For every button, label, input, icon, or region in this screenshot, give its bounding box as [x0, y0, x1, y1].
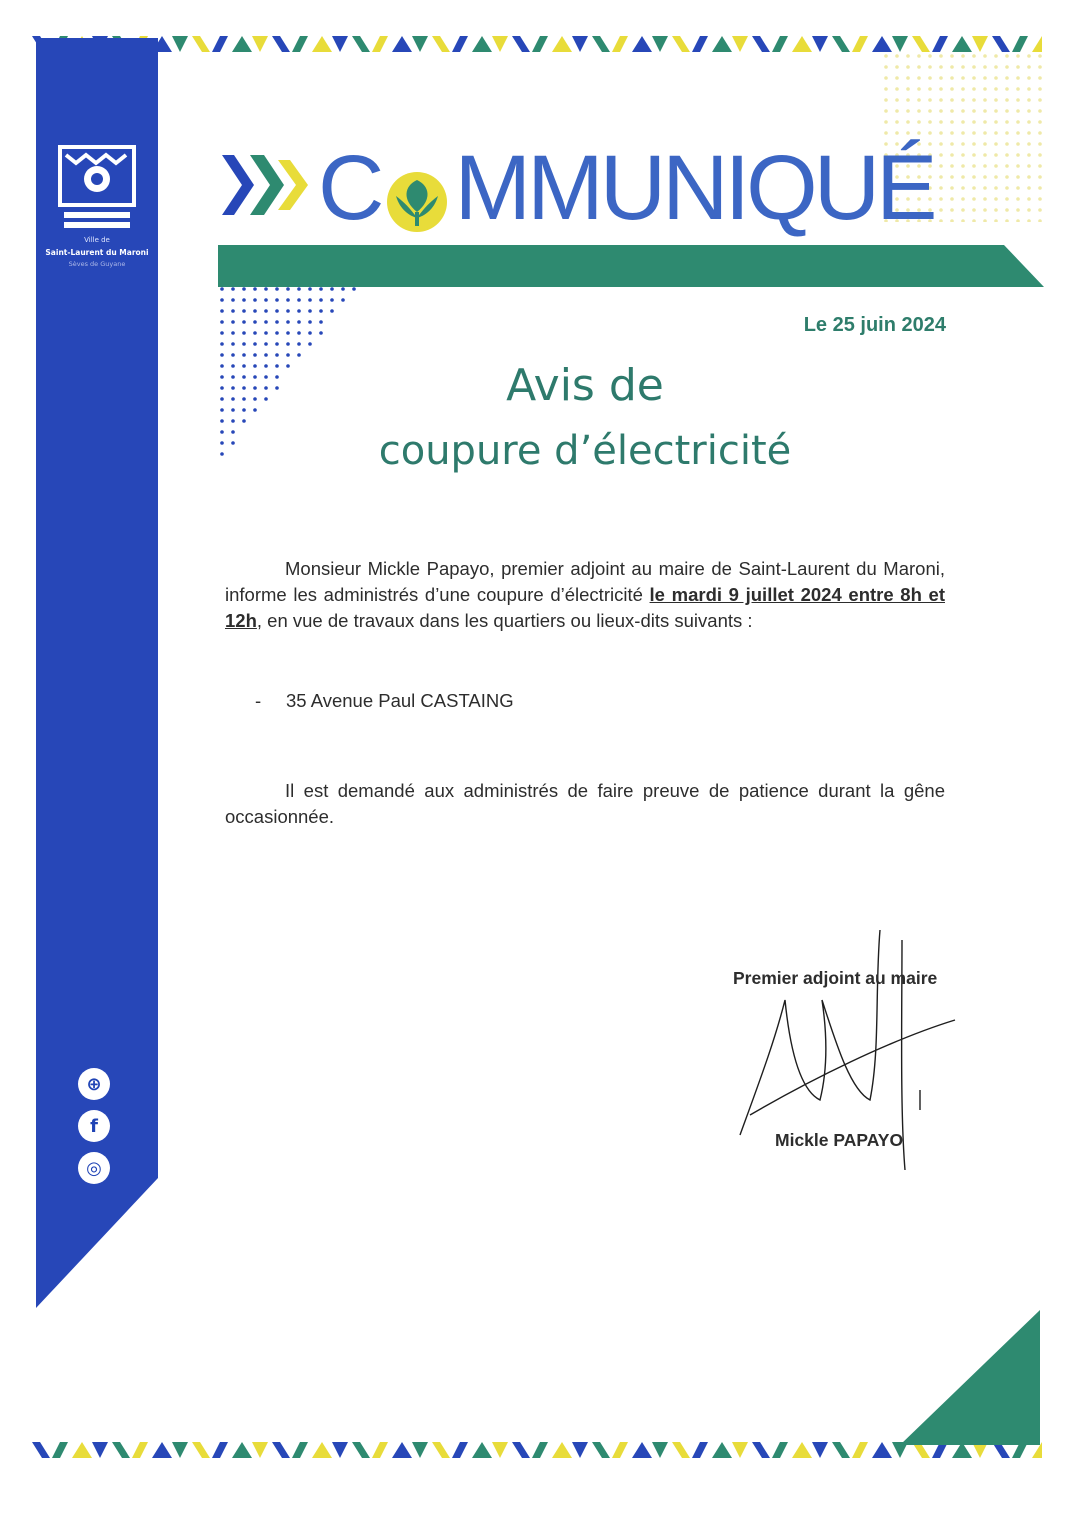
outage-datetime: le mardi 9 juillet 2024 entre 8h et 12h: [225, 584, 945, 631]
city-crest-logo: [56, 145, 138, 235]
list-bullet: -: [255, 690, 262, 711]
document-date: Le 25 juin 2024: [803, 314, 946, 336]
closing-paragraph: Il est demandé aux administrés de faire preuve de patience durant la gêne occasionnée.: [225, 780, 945, 827]
heading-letters-rest: MMUNIQUÉ: [454, 136, 934, 239]
city-prefix: Ville de: [84, 236, 110, 244]
communique-heading: [318, 138, 934, 238]
city-name: Saint-Laurent du Maroni: [45, 248, 149, 257]
leaf-emblem-icon: [382, 153, 452, 223]
globe-icon[interactable]: ⊕: [78, 1068, 110, 1100]
top-pattern-band: [32, 34, 1042, 54]
city-tagline: Sèves de Guyane: [68, 260, 126, 268]
bottom-pattern-band: [32, 1440, 1042, 1460]
title-line-2: coupure d’électricité: [378, 428, 792, 474]
chevron-arrows-icon: [220, 150, 310, 220]
heading-letter-c: C: [318, 136, 381, 239]
title-line-1: Avis de: [506, 360, 664, 411]
green-corner-triangle: [900, 1310, 1040, 1450]
signatory-title: Premier adjoint au maire: [733, 968, 938, 988]
list-item: [255, 688, 514, 714]
list-item-address: 35 Avenue Paul CASTAING: [286, 690, 514, 711]
announcement-paragraph: Monsieur Mickle Papayo, premier adjoint au maire de Saint-Laurent du Maroni, informe les administrés d’une coupure d’électricité le mardi 9 juillet 2024 entre 8h et 12h, en vue de travaux dans les quartiers ou lieux-dits suivants :: [225, 558, 945, 631]
green-header-bar: [218, 245, 1044, 291]
facebook-icon[interactable]: f: [78, 1110, 110, 1142]
instagram-icon[interactable]: ◎: [78, 1152, 110, 1184]
signatory-name: Mickle PAPAYO: [775, 1130, 904, 1150]
